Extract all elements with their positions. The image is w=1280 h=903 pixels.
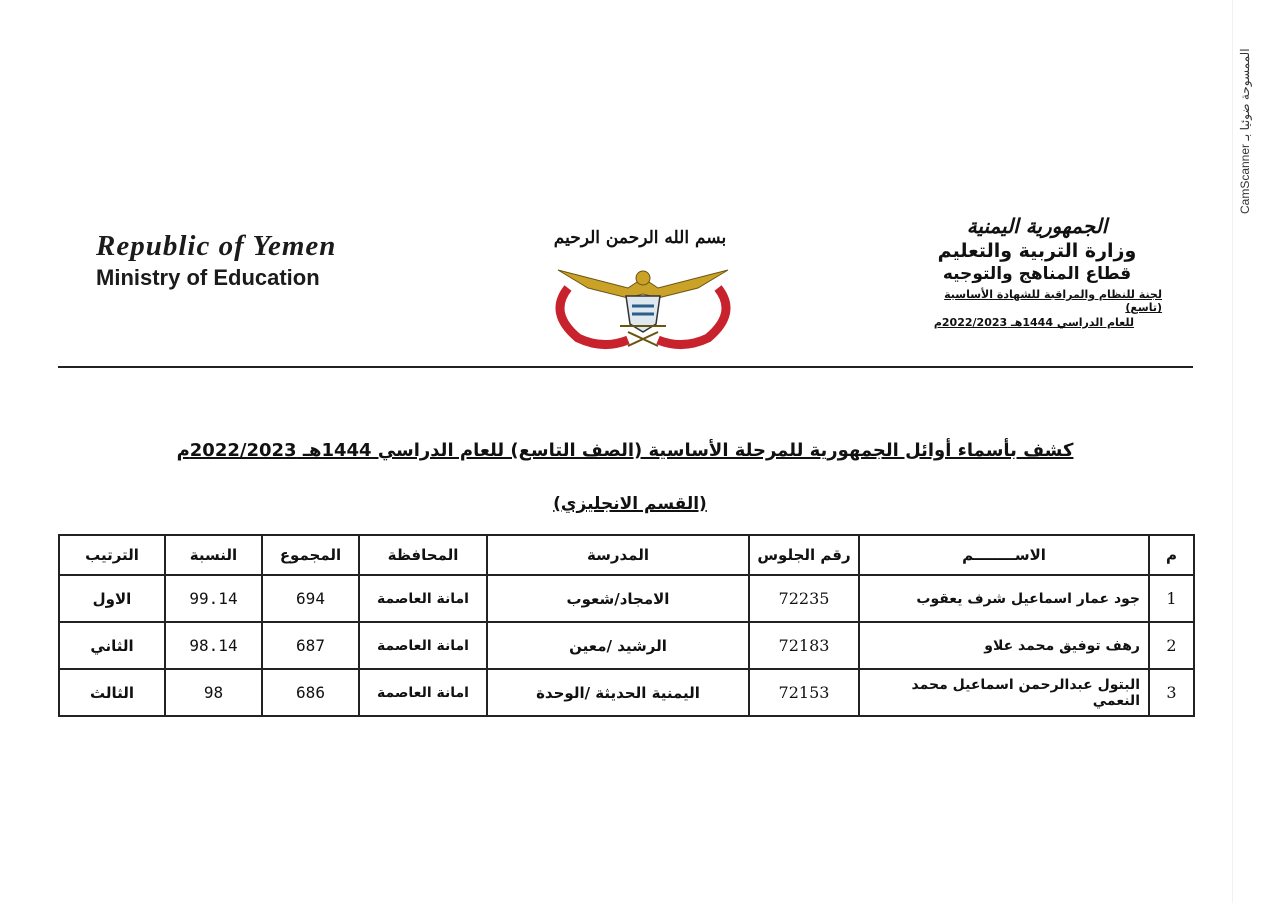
header-name: الاســــــــم xyxy=(859,535,1149,575)
english-header xyxy=(96,230,336,291)
arabic-header xyxy=(912,214,1162,329)
cell-no: 1 xyxy=(1149,575,1194,622)
header-school: المدرسة xyxy=(487,535,749,575)
cell-name: رهف توفيق محمد علاو xyxy=(859,622,1149,669)
sector-arabic: قطاع المناهج والتوجيه xyxy=(942,264,1132,284)
committee-arabic: لجنة للنظام والمراقبة للشهادة الأساسية (تاسع) xyxy=(944,288,1162,314)
header-province: المحافظة xyxy=(359,535,487,575)
cell-no: 2 xyxy=(1149,622,1194,669)
cell-seat: 72235 xyxy=(749,575,859,622)
republic-title: Republic of Yemen xyxy=(96,230,337,262)
cell-school: الرشيد /معين xyxy=(487,622,749,669)
cell-total: 686 xyxy=(262,669,359,716)
republic-arabic: الجمهورية اليمنية xyxy=(966,214,1108,238)
cell-percent: 99.14 xyxy=(165,575,262,622)
page-crop-area xyxy=(0,728,1232,903)
cell-province: امانة العاصمة xyxy=(359,669,487,716)
cell-school: الامجاد/شعوب xyxy=(487,575,749,622)
header-divider xyxy=(58,366,1193,368)
header-no: م xyxy=(1149,535,1194,575)
table-row xyxy=(59,622,1194,669)
cell-percent: 98.14 xyxy=(165,622,262,669)
cell-rank: الثالث xyxy=(59,669,165,716)
ministry-arabic: وزارة التربية والتعليم xyxy=(937,240,1137,262)
document-subtitle: (القسم الانجليزي) xyxy=(553,494,707,514)
header-seat: رقم الجلوس xyxy=(749,535,859,575)
cell-school: اليمنية الحديثة /الوحدة xyxy=(487,669,749,716)
results-table xyxy=(58,534,1195,717)
cell-rank: الثاني xyxy=(59,622,165,669)
cell-name: البتول عبدالرحمن اسماعيل محمد النعمي xyxy=(859,669,1149,716)
cell-seat: 72153 xyxy=(749,669,859,716)
table-row xyxy=(59,669,1194,716)
ministry-title: Ministry of Education xyxy=(96,265,320,290)
cell-percent: 98 xyxy=(165,669,262,716)
cell-seat: 72183 xyxy=(749,622,859,669)
table-header-row xyxy=(59,535,1194,575)
header-percent: النسبة xyxy=(165,535,262,575)
cell-name: جود عمار اسماعيل شرف يعقوب xyxy=(859,575,1149,622)
document-title: كشف بأسماء أوائل الجمهورية للمرحلة الأساسية (الصف التاسع) للعام الدراسي 1444هـ 2022/2023م xyxy=(176,440,1074,461)
cell-province: امانة العاصمة xyxy=(359,575,487,622)
scanner-watermark: CamScanner الممسوحة ضوئيا بـ xyxy=(1238,48,1252,214)
cell-rank: الاول xyxy=(59,575,165,622)
flag-left-icon xyxy=(560,288,628,345)
academic-year-arabic: للعام الدراسي 1444هـ 2022/2023م xyxy=(933,316,1134,329)
table-row xyxy=(59,575,1194,622)
flag-right-icon xyxy=(658,288,726,345)
yemen-eagle-emblem-icon xyxy=(548,258,738,350)
cell-province: امانة العاصمة xyxy=(359,622,487,669)
cell-no: 3 xyxy=(1149,669,1194,716)
header-rank: الترتيب xyxy=(59,535,165,575)
header-total: المجموع xyxy=(262,535,359,575)
cell-total: 694 xyxy=(262,575,359,622)
cell-total: 687 xyxy=(262,622,359,669)
basmala: بسم الله الرحمن الرحيم xyxy=(553,228,727,248)
